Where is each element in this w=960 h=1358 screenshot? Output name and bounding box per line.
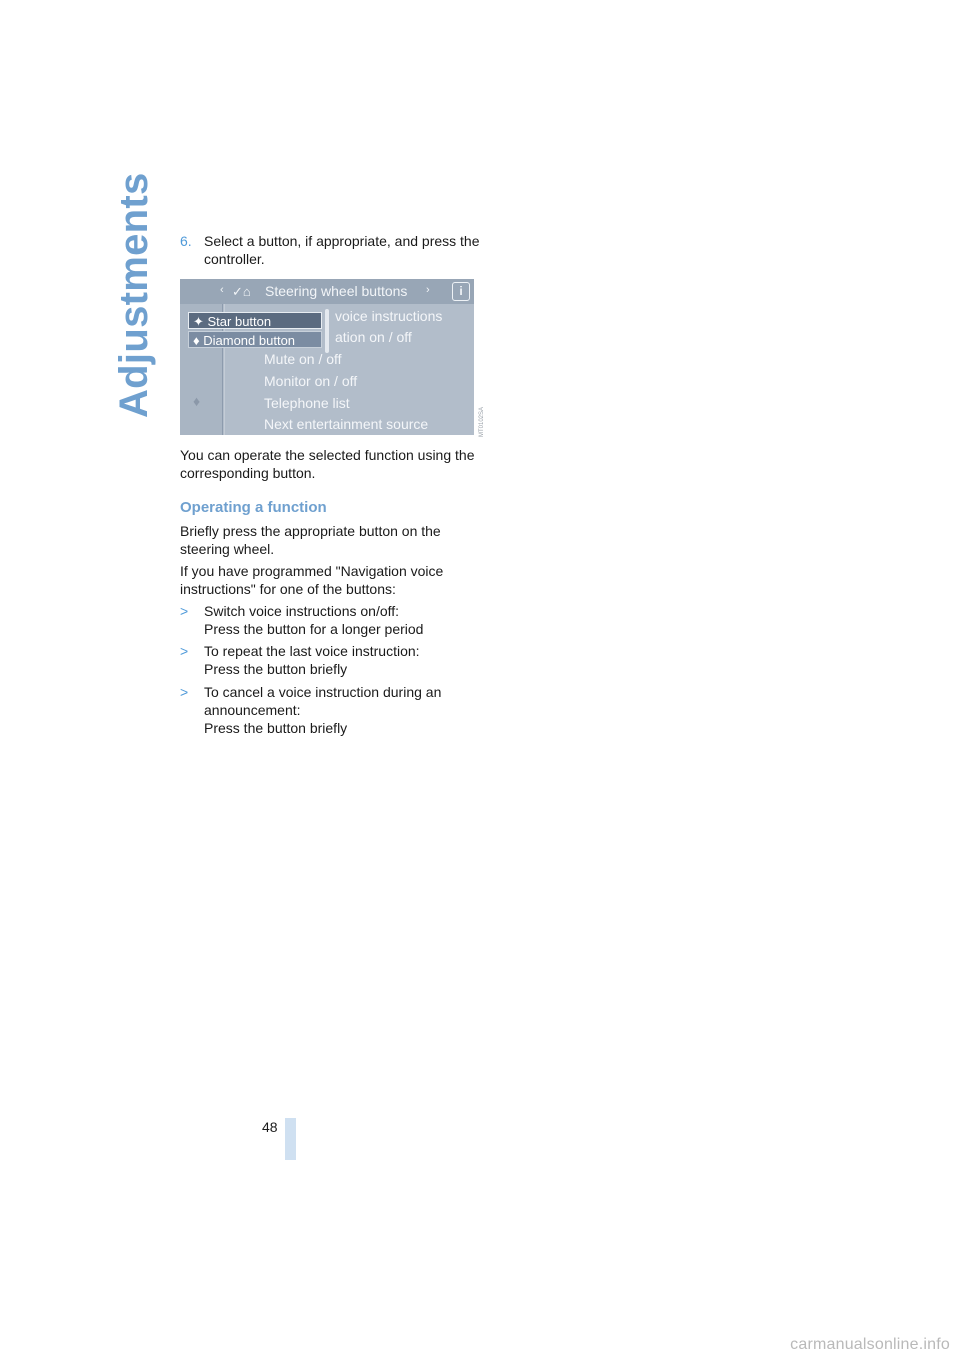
menu-item-telephone-list: Telephone list (264, 395, 350, 411)
section-heading: Operating a function (180, 499, 327, 516)
header-left-arrow-icon: ‹ (220, 284, 224, 296)
bullet-line: Press the button briefly (204, 661, 348, 677)
diamond-button-option: ♦ Diamond button (188, 331, 322, 348)
bullet-line: Switch voice instructions on/off: (204, 603, 400, 619)
bullet-item (180, 683, 480, 737)
info-icon: i (452, 282, 470, 301)
menu-item-navigation-on-off: ation on / off (335, 329, 412, 345)
paragraph-after-image: You can operate the selected function using the corresponding button. (180, 447, 475, 481)
image-watermark-text: MT0102SA (479, 406, 485, 437)
menu-item-mute: Mute on / off (264, 351, 342, 367)
bullet-item (180, 642, 480, 678)
menu-item-voice-instructions: voice instructions (335, 308, 443, 324)
bullet-line: Press the button briefly (204, 720, 348, 736)
step-number: 6. (180, 233, 192, 249)
bullet-line: To repeat the last voice instruction: (204, 643, 420, 659)
screen-header-title: Steering wheel buttons (265, 283, 408, 299)
page-number: 48 (262, 1119, 278, 1135)
bullet-line: announcement: (204, 702, 301, 718)
menu-item-monitor: Monitor on / off (264, 373, 358, 389)
bullet-marker: > (180, 603, 189, 619)
bullet-line: To cancel a voice instruction during an (204, 684, 442, 700)
diamond-icon: ♦ (193, 393, 201, 409)
bullet-line: Press the button for a longer period (204, 621, 424, 637)
section-side-title-text: Adjustments (112, 172, 156, 418)
paragraph-1: Briefly press the appropriate button on the steering wheel. (180, 523, 441, 557)
paragraph-2: If you have programmed "Navigation voice instructions" for one of the buttons: (180, 563, 444, 597)
steering-car-icon: ✓⌂ (232, 284, 251, 299)
idrive-screen-image (180, 279, 474, 435)
header-right-arrow-icon: › (426, 284, 430, 296)
selection-scrollbar (325, 309, 329, 353)
step-6 (180, 232, 480, 268)
bullet-marker: > (180, 684, 189, 700)
page-number-bar (285, 1118, 296, 1160)
step-text: Select a button, if appropriate, and press the controller. (204, 233, 480, 267)
site-watermark: carmanualsonline.info (790, 1336, 950, 1353)
menu-item-next-entertainment: Next entertainment source (264, 416, 429, 432)
bullet-item (180, 602, 480, 638)
star-button-option: ✦ Star button (188, 312, 322, 329)
bullet-marker: > (180, 643, 189, 659)
